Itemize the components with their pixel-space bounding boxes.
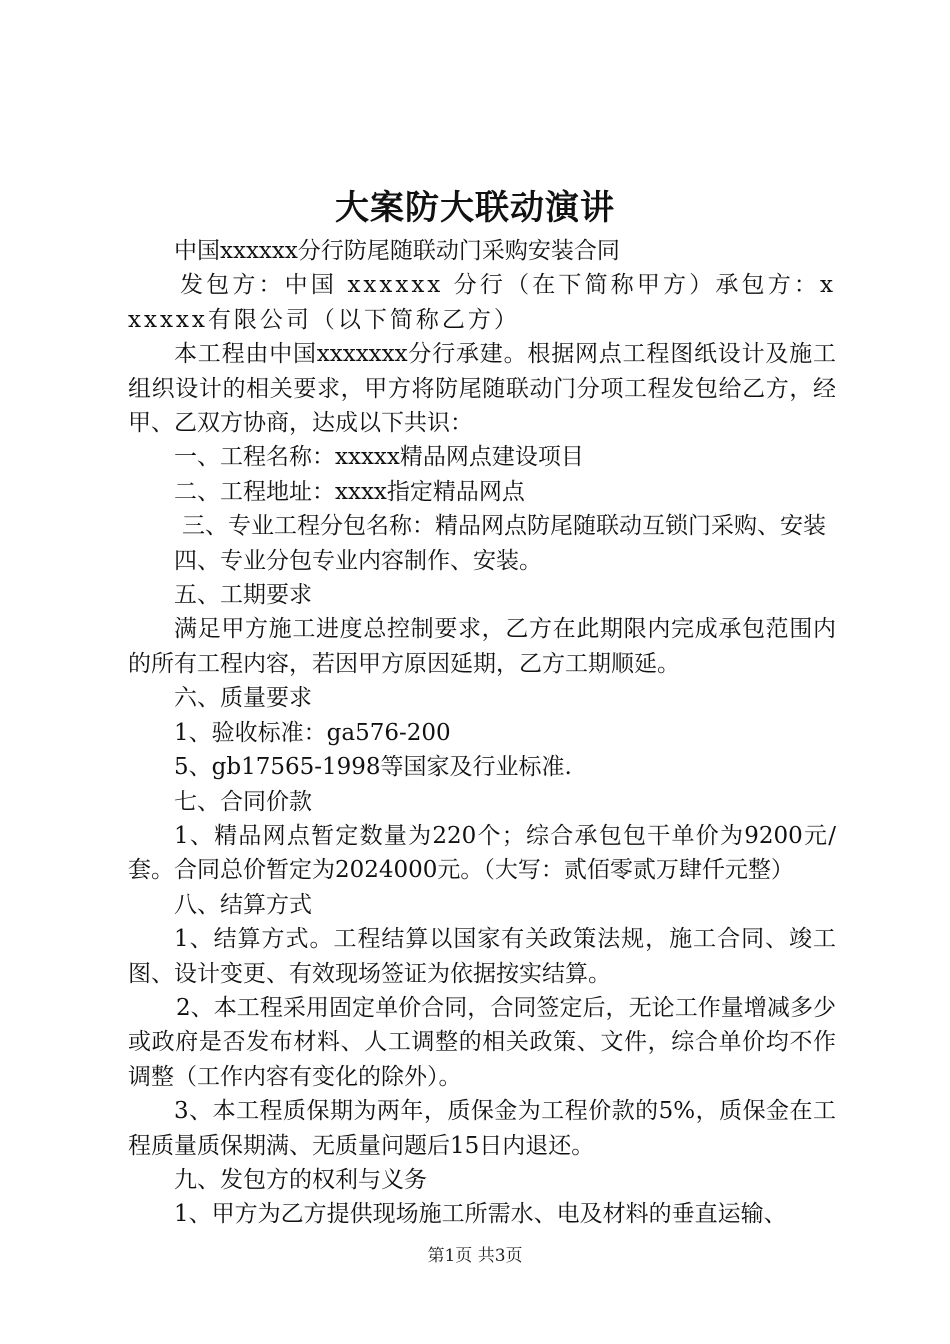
paragraph: 五、工期要求 xyxy=(174,582,312,609)
paragraph: 三、专业工程分包名称：精品网点防尾随联动互锁门采购、安装 xyxy=(182,513,826,540)
paragraph: 2、本工程采用固定单价合同，合同签定后，无论工作量增减多少或政府是否发布材料、人工调整的相关政策、文件，综合单价均不作调整（工作内容有变化的除外）。 xyxy=(128,994,836,1090)
document-body xyxy=(128,234,836,1232)
paragraph: 1、甲方为乙方提供现场施工所需水、电及材料的垂直运输、 xyxy=(174,1201,787,1228)
paragraph: 九、发包方的权利与义务 xyxy=(174,1166,427,1193)
paragraph: 七、合同价款 xyxy=(174,788,312,815)
paragraph: 六、质量要求 xyxy=(174,685,312,712)
paragraph: 本工程由中国xxxxxxx分行承建。根据网点工程图纸设计及施工组织设计的相关要求，甲方将防尾随联动门分项工程发包给乙方，经甲、乙双方协商，达成以下共识： xyxy=(128,341,836,437)
paragraph: 3、本工程质保期为两年，质保金为工程价款的5%，质保金在工程质量质保期满、无质量问题后15日内退还。 xyxy=(128,1098,836,1159)
paragraph: 八、结算方式 xyxy=(174,891,312,918)
paragraph: 1、验收标准：ga576-200 xyxy=(174,719,451,746)
paragraph: 1、精品网点暂定数量为220个；综合承包包干单价为9200元/套。合同总价暂定为2024000元。（大写：贰佰零贰万肆仟元整） xyxy=(128,822,836,884)
page-footer: 第1页 共3页 xyxy=(427,1246,523,1266)
paragraph: 四、专业分包专业内容制作、安装。 xyxy=(174,547,542,574)
document-title: 大案防大联动演讲 xyxy=(335,188,615,228)
paragraph: 二、工程地址：xxxx指定精品网点 xyxy=(174,478,525,505)
paragraph: 一、工程名称：xxxxx精品网点建设项目 xyxy=(174,444,584,471)
paragraph: 满足甲方施工进度总控制要求，乙方在此期限内完成承包范围内的所有工程内容，若因甲方原因延期，乙方工期顺延。 xyxy=(128,616,836,677)
paragraph: 5、gb17565-1998等国家及行业标准. xyxy=(174,754,572,781)
paragraph: 中国xxxxxx分行防尾随联动门采购安装合同 xyxy=(174,238,620,264)
paragraph: 1、结算方式。工程结算以国家有关政策法规，施工合同、竣工图、设计变更、有效现场签证为依据按实结算。 xyxy=(128,926,836,987)
paragraph: 发包方：中国 xxxxxx 分行（在下简称甲方）承包方：xxxxxx有限公司（以下简称乙方） xyxy=(128,272,836,333)
